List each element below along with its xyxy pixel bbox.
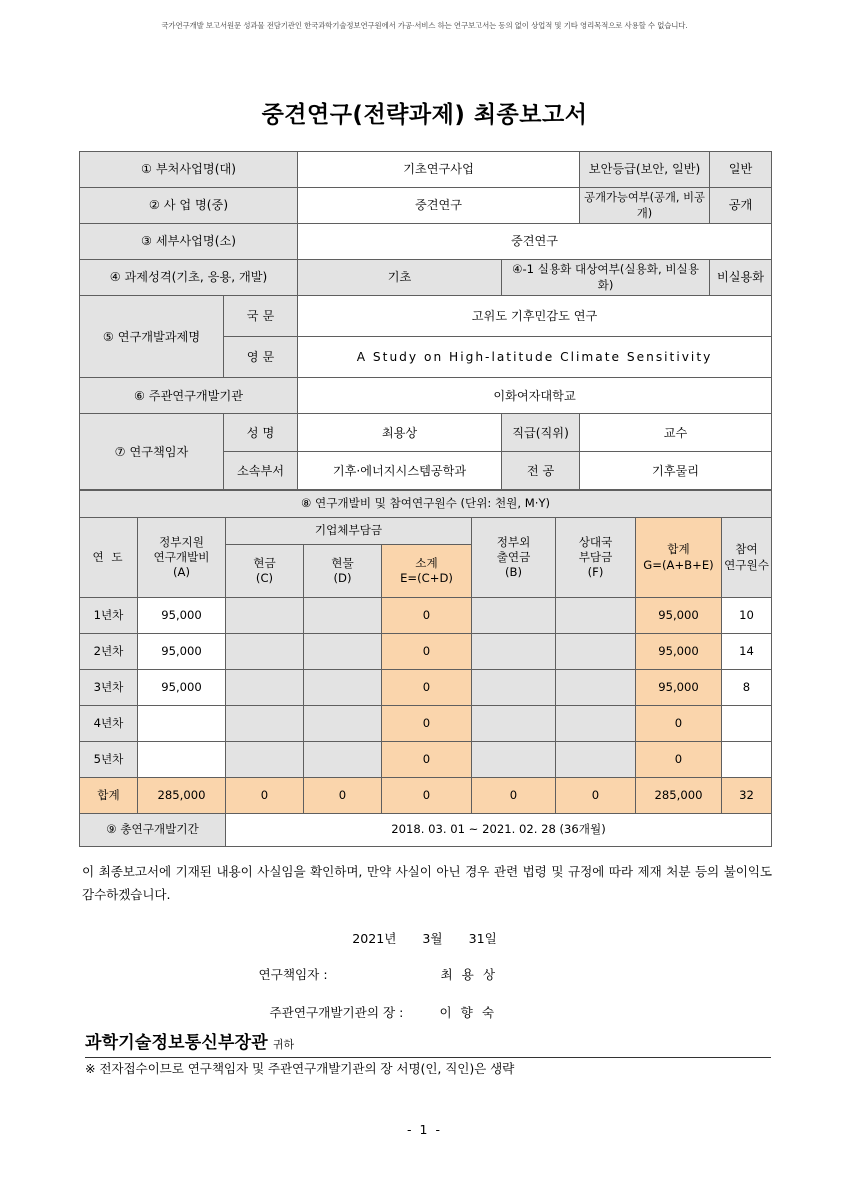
pi-signature-label: 연구책임자 : [258, 967, 328, 982]
col-inkind-l1: 현물 [331, 555, 354, 570]
table-row [80, 742, 772, 778]
cell-gov-external [472, 634, 556, 670]
col-inkind-l2: (D) [333, 571, 352, 585]
cell-total: 95,000 [636, 598, 722, 634]
cell-total: 0 [636, 706, 722, 742]
col-subtotal-l2: E=(C+D) [400, 571, 453, 585]
total-cash: 0 [226, 778, 304, 814]
table-row [80, 598, 772, 634]
pi-major-value: 기후물리 [580, 452, 772, 490]
cell-total: 0 [636, 742, 722, 778]
col-gov-external-l1: 정부외 [496, 534, 531, 549]
cell-gov-external [472, 598, 556, 634]
table-row [80, 152, 772, 188]
cell-inkind [304, 706, 382, 742]
total-inkind: 0 [304, 778, 382, 814]
col-gov-external-l3: (B) [504, 565, 522, 580]
pi-position-value: 교수 [580, 414, 772, 452]
minister-title: 과학기술정보통신부장관 [85, 1033, 268, 1053]
col-cash [226, 545, 304, 598]
host-institution-value: 이화여자대학교 [298, 378, 772, 414]
cell-researchers: 10 [722, 598, 772, 634]
total-row-label: 합계 [80, 778, 138, 814]
budget-table [79, 490, 772, 847]
table-row [80, 296, 772, 337]
org-signature-name: 이 향 숙 [439, 1005, 497, 1020]
table-row-total [80, 778, 772, 814]
signature-day: 31일 [468, 931, 497, 946]
col-gov-external-l2: 출연금 [496, 549, 531, 564]
budget-section-title: ⑧ 연구개발비 및 참여연구원수 (단위: 천원, M·Y) [80, 491, 772, 518]
commercialization-label: ④-1 실용화 대상여부(실용화, 비실용화) [502, 260, 710, 296]
cell-cash [226, 670, 304, 706]
cell-gov-fund: 95,000 [138, 670, 226, 706]
cell-inkind [304, 634, 382, 670]
english-title-value: A Study on High-latitude Climate Sensitivity [298, 337, 772, 378]
col-inkind [304, 545, 382, 598]
cell-gov-fund [138, 706, 226, 742]
cell-subtotal: 0 [382, 634, 472, 670]
korean-title-label: 국 문 [224, 296, 298, 337]
cell-gov-external [472, 742, 556, 778]
table-row [80, 670, 772, 706]
ministry-program-label: ① 부처사업명(대) [80, 152, 298, 188]
pi-name-value: 최용상 [298, 414, 502, 452]
cell-partner [556, 670, 636, 706]
cell-partner [556, 706, 636, 742]
total-subtotal: 0 [382, 778, 472, 814]
col-year: 연 도 [80, 518, 138, 598]
page-title: 중견연구(전략과제) 최종보고서 [261, 102, 588, 128]
col-subtotal-l1: 소계 [415, 555, 438, 570]
copyright-notice: 국가연구개발 보고서원문 성과물 전담기관인 한국과학기술정보연구원에서 가공·서비스 하는 연구보고서는 동의 없이 상업적 및 기타 영리목적으로 사용할 수 없습니다. [161, 21, 688, 30]
minister-honorific: 귀하 [272, 1038, 295, 1051]
cell-gov-fund [138, 742, 226, 778]
col-partner-l1: 상대국 [578, 534, 613, 549]
disclosure-label: 공개가능여부(공개, 비공개) [580, 188, 710, 224]
cell-inkind [304, 742, 382, 778]
col-cash-l2: (C) [255, 571, 274, 585]
cell-partner [556, 742, 636, 778]
cell-subtotal: 0 [382, 598, 472, 634]
cell-gov-fund: 95,000 [138, 634, 226, 670]
total-gov-fund: 285,000 [138, 778, 226, 814]
table-row [80, 378, 772, 414]
signature-month: 3월 [422, 931, 443, 946]
security-level-label: 보안등급(보안, 일반) [580, 152, 710, 188]
cell-cash [226, 742, 304, 778]
table-row [80, 491, 772, 518]
subprogram-label: ③ 세부사업명(소) [80, 224, 298, 260]
page-number: - 1 - [407, 1122, 442, 1137]
cell-researchers: 8 [722, 670, 772, 706]
cell-gov-fund: 95,000 [138, 598, 226, 634]
total-researchers: 32 [722, 778, 772, 814]
research-period-value: 2018. 03. 01 ~ 2021. 02. 28 (36개월) [226, 814, 772, 847]
total-gov-external: 0 [472, 778, 556, 814]
korean-title-value: 고위도 기후민감도 연구 [298, 296, 772, 337]
col-partner-l2: 부담금 [578, 549, 613, 564]
org-signature-label: 주관연구개발기관의 장 : [269, 1005, 404, 1020]
cell-researchers [722, 706, 772, 742]
col-total [636, 518, 722, 598]
cell-cash [226, 634, 304, 670]
org-signature-row [0, 1002, 849, 1021]
table-row [80, 224, 772, 260]
col-researchers [722, 518, 772, 598]
signature-year: 2021년 [352, 931, 397, 946]
program-name-value: 중견연구 [298, 188, 580, 224]
table-row [80, 188, 772, 224]
pi-label: ⑦ 연구책임자 [80, 414, 224, 490]
project-type-label: ④ 과제성격(기초, 응용, 개발) [80, 260, 298, 296]
table-row [80, 260, 772, 296]
signature-date [0, 928, 849, 947]
table-row [80, 414, 772, 452]
row-year-label: 5년차 [80, 742, 138, 778]
col-partner-country [556, 518, 636, 598]
host-institution-label: ⑥ 주관연구개발기관 [80, 378, 298, 414]
table-row [80, 814, 772, 847]
cell-total: 95,000 [636, 634, 722, 670]
col-researchers-l2: 연구원수 [724, 557, 769, 572]
cell-researchers: 14 [722, 634, 772, 670]
cell-gov-external [472, 670, 556, 706]
col-gov-fund-l1: 정부지원 [159, 534, 204, 549]
cell-subtotal: 0 [382, 670, 472, 706]
cell-researchers [722, 742, 772, 778]
col-gov-fund-l2: 연구개발비 [153, 549, 210, 564]
confirmation-statement: 이 최종보고서에 기재된 내용이 사실임을 확인하며, 만약 사실이 아닌 경우 관련 법령 및 규정에 따라 제재 처분 등의 불이익도 감수하겠습니다. [82, 864, 772, 903]
pi-signature-name: 최 용 상 [440, 967, 498, 982]
cell-inkind [304, 598, 382, 634]
col-gov-fund [138, 518, 226, 598]
pi-position-label: 직급(직위) [502, 414, 580, 452]
row-year-label: 1년차 [80, 598, 138, 634]
pi-major-label: 전 공 [502, 452, 580, 490]
row-year-label: 4년차 [80, 706, 138, 742]
project-type-value: 기초 [298, 260, 502, 296]
project-info-table [79, 151, 772, 490]
electronic-submission-note: ※ 전자접수이므로 연구책임자 및 주관연구개발기관의 장 서명(인, 직인)은 생략 [85, 1061, 515, 1076]
program-name-label: ② 사 업 명(중) [80, 188, 298, 224]
col-total-l2: G=(A+B+E) [643, 557, 714, 572]
subprogram-value: 중견연구 [298, 224, 772, 260]
col-researchers-l1: 참여 [735, 542, 758, 557]
project-title-label: ⑤ 연구개발과제명 [80, 296, 224, 378]
table-row [80, 634, 772, 670]
col-partner-l3: (F) [587, 565, 604, 580]
cell-partner [556, 598, 636, 634]
pi-dept-label: 소속부서 [224, 452, 298, 490]
cell-partner [556, 634, 636, 670]
col-corporate-group: 기업체부담금 [226, 518, 472, 545]
pi-signature-row [0, 964, 849, 983]
cell-gov-external [472, 706, 556, 742]
total-total: 285,000 [636, 778, 722, 814]
col-gov-fund-l3: (A) [173, 565, 190, 580]
total-partner: 0 [556, 778, 636, 814]
pi-dept-value: 기후·에너지시스템공학과 [298, 452, 502, 490]
security-level-value: 일반 [710, 152, 772, 188]
cell-subtotal: 0 [382, 706, 472, 742]
cell-cash [226, 598, 304, 634]
pi-name-label: 성 명 [224, 414, 298, 452]
table-row [80, 706, 772, 742]
col-gov-external [472, 518, 556, 598]
cell-subtotal: 0 [382, 742, 472, 778]
disclosure-value: 공개 [710, 188, 772, 224]
row-year-label: 2년차 [80, 634, 138, 670]
commercialization-value: 비실용화 [710, 260, 772, 296]
cell-cash [226, 706, 304, 742]
col-total-l1: 합계 [667, 542, 690, 557]
col-cash-l1: 현금 [253, 555, 276, 570]
research-period-label: ⑨ 총연구개발기간 [80, 814, 226, 847]
row-year-label: 3년차 [80, 670, 138, 706]
col-subtotal [382, 545, 472, 598]
minister-addressee [85, 1028, 771, 1058]
ministry-program-value: 기초연구사업 [298, 152, 580, 188]
cell-inkind [304, 670, 382, 706]
cell-total: 95,000 [636, 670, 722, 706]
english-title-label: 영 문 [224, 337, 298, 378]
table-row [80, 518, 772, 545]
